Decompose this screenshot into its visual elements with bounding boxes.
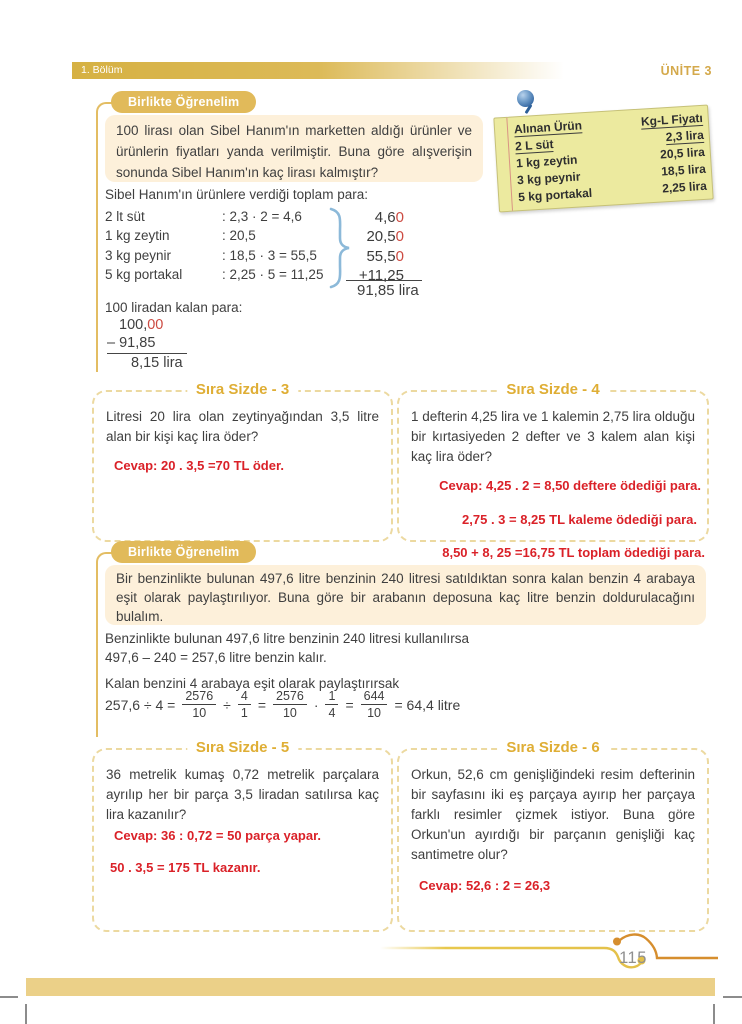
exercise-title: Sıra Sizde - 4 [497,381,608,398]
price-table [514,110,708,206]
column-addition [330,208,404,285]
fraction: $\frac{1}{4}$ [325,689,338,720]
crop-mark [0,996,18,998]
exercise-question: 36 metrelik kumaş 0,72 metrelik parçalara ayrılıp her bir parça 3,5 liradan satılırsa kaç lira kazanılır? [106,767,379,822]
crop-mark [25,1004,27,1024]
exercise-title: Sıra Sizde - 5 [187,739,298,756]
crop-mark [723,996,742,998]
exercise-answer: 8,50 + 8, 25 =16,75 TL toplam ödediği para. [442,545,705,560]
page-number-ornament [380,932,720,978]
calc-row: 5 kg portakal : 2,25 · 5 = 11,25 [105,266,324,282]
col-header-price: Kg-L Fiyatı [640,110,704,129]
table-row: 2 L süt 2,3 lira [514,127,705,154]
addition-rule-line [346,280,422,281]
exercise-answer: Cevap: 36 : 0,72 = 50 parça yapar. [114,828,322,843]
table-row: 5 kg portakal 2,25 lira [517,178,708,205]
exercise-title: Sıra Sizde - 3 [187,381,298,398]
exercise-answer: 50 . 3,5 = 175 TL kazanır. [110,860,261,875]
exercise-answer: Cevap: 4,25 . 2 = 8,50 deftere ödediği para. [439,478,701,493]
subtrahend: – 91,85 [107,334,187,354]
sum-line: 4,60 [374,209,404,226]
exercise-question: Litresi 20 lira olan zeytinyağından 3,5 litre alan bir kişi kaç lira öder? [106,409,379,444]
minuend: 100,00 [119,317,164,333]
exercise-box-4 [397,381,709,560]
problem-statement: Bir benzinlikte bulunan 497,6 litre benzinin 240 litresi satıldıktan sonra kalan benzin 4 arabaya eşit olarak paylaştırılıyor. Buna göre bir arabanın deposuna kaç litre benzin doldurulacağını bulalım. [105,565,706,625]
sum-line: +11,25 [358,266,404,284]
addition-total: 91,85 lira [357,282,419,299]
exercise-question: 1 defterin 4,25 lira ve 1 kalemin 2,75 lira olduğu bir kırtasiyeden 2 defter ve 3 kalem alan kişi kaç lira öder? [411,409,695,464]
solution-step: 497,6 – 240 = 257,6 litre benzin kalır. [105,650,327,665]
pushpin-icon [517,90,534,107]
table-row: 1 kg zeytin 20,5 lira [515,144,706,171]
exercise-answer: 2,75 . 3 = 8,25 TL kaleme ödediği para. [462,512,697,527]
exercise-question: Orkun, 52,6 cm genişliğindeki resim defterinin bir sayfasını iki eş parçaya ayırıp her parçaya farklı resimler çizmek istiyor. Buna göre Orkun'un ayırdığı bir parçanın genişliği kaç santimetre olur? [411,767,695,862]
subtraction-block [107,316,187,373]
exercise-answer: Cevap: 52,6 : 2 = 26,3 [419,878,551,893]
footer-bar [26,978,715,996]
sum-line: 20,50 [366,228,404,246]
fraction: $\frac{644}{10}$ [361,689,388,720]
exercise-box-6 [397,739,709,932]
note-margin-line [506,118,513,211]
page-number: 115 [619,949,647,967]
calc-row: 1 kg zeytin : 20,5 [105,228,256,244]
unit-label: ÜNİTE 3 [660,64,712,78]
calc-row: 2 lt süt : 2,3 · 2 = 4,6 [105,209,302,224]
table-row: 3 kg peynir 18,5 lira [516,161,707,188]
item-calculations [105,207,323,284]
fraction: $\frac{4}{1}$ [238,689,251,720]
chapter-header-bar [72,62,564,79]
chapter-label: 1. Bölüm [81,64,123,76]
remainder-intro: 100 liradan kalan para: [105,300,243,315]
col-header-item: Alınan Ürün [513,118,583,137]
fraction-equation: 257,6 ÷ 4 = $\frac{2576}{10}$ ÷ $\frac{4}{1}$ = $\frac{2576}{10}$ · $\frac{1}{4}$ = $\frac{644}{10}$ = 64,4 litre [105,689,461,720]
lesson-badge: Birlikte Öğrenelim [111,91,256,113]
calc-row: 3 kg peynir : 18,5 · 3 = 55,5 [105,247,317,263]
orange-dot [613,938,621,946]
exercise-answer: Cevap: 20 . 3,5 =70 TL öder. [114,458,284,473]
fraction: $\frac{2576}{10}$ [273,689,307,720]
lesson-badge: Birlikte Öğrenelim [111,541,256,563]
exercise-box-5 [92,739,393,932]
crop-mark [713,1004,715,1024]
exercise-box-3 [92,381,393,542]
fraction: $\frac{2576}{10}$ [182,689,216,720]
solution-intro: Sibel Hanım'ın ürünlere verdiği toplam para: [105,187,368,202]
sum-line: 55,50 [366,247,404,265]
solution-step: Benzinlikte bulunan 497,6 litre benzinin 240 litresi kullanılırsa [105,631,469,646]
sticky-note [493,105,713,213]
difference: 8,15 lira [131,355,183,371]
solution-step: Kalan benzini 4 arabaya eşit olarak paylaştırırsak [105,676,400,691]
exercise-title: Sıra Sizde - 6 [497,739,608,756]
problem-statement: 100 lirası olan Sibel Hanım'ın marketten aldığı ürünler ve ürünlerin fiyatları yanda verilmiştir. Buna göre alışverişin sonunda Sibel Hanım'ın kaç lirası kalmıştır? [105,115,483,182]
